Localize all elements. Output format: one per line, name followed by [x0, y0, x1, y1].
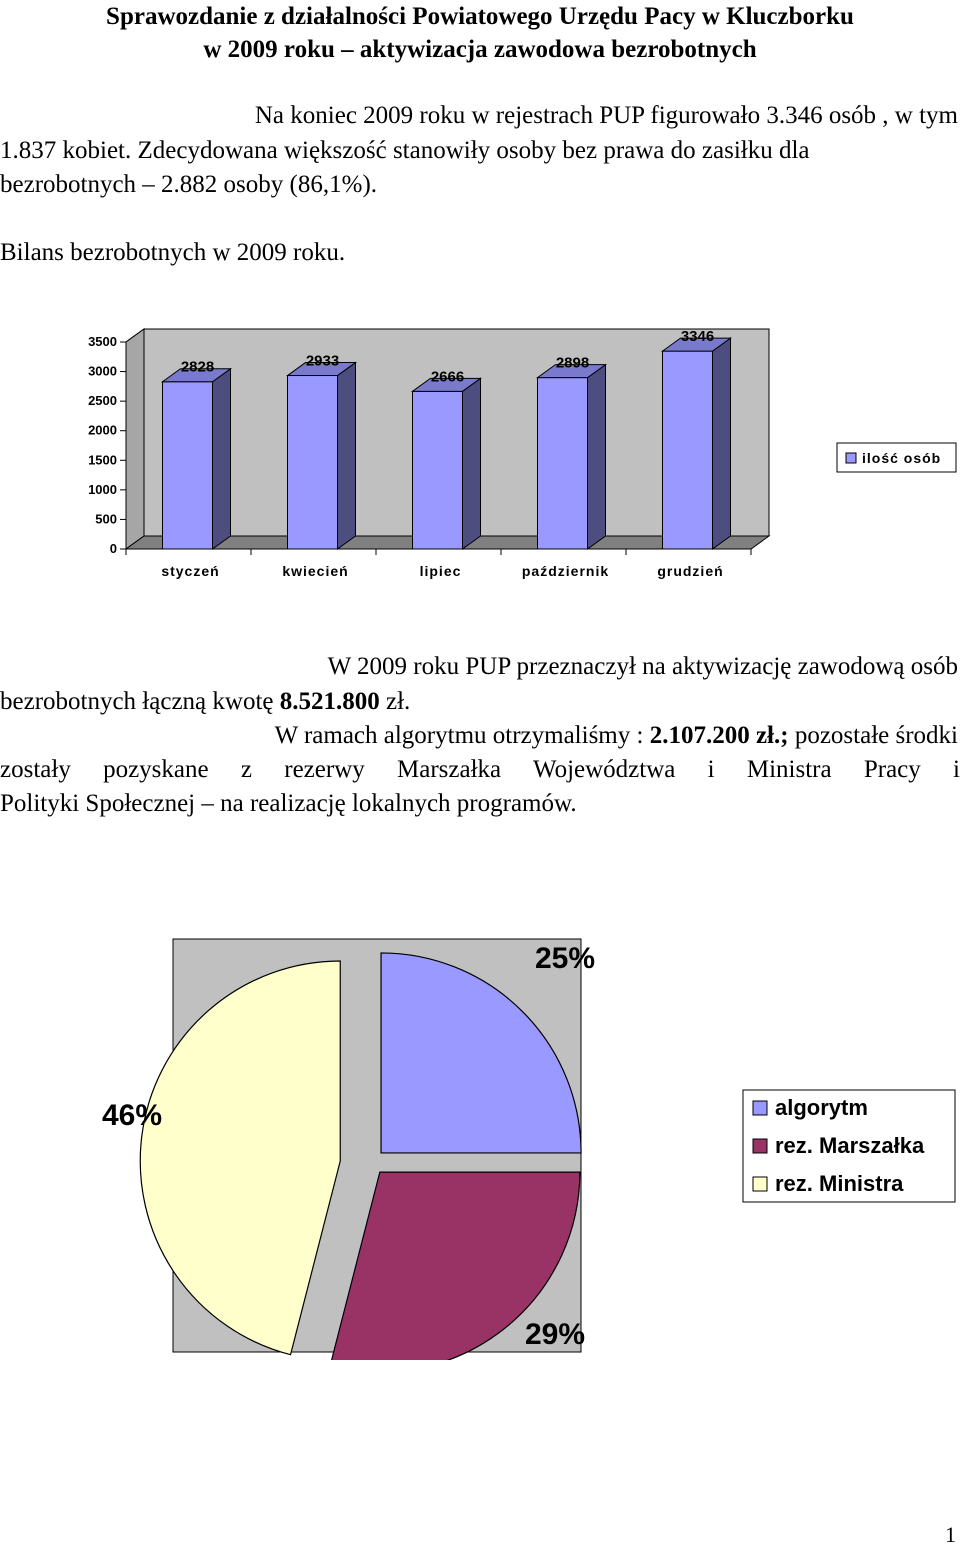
bar — [538, 378, 588, 549]
pie-value-label: 46% — [101, 1099, 163, 1132]
funding-pie-chart — [0, 930, 960, 1360]
pie-value-label: 29% — [524, 1318, 586, 1351]
total-amount: 8.521.800 — [279, 688, 380, 715]
y-tick-label: 1000 — [88, 481, 117, 497]
y-tick-label: 0 — [109, 541, 117, 556]
funding-line-5: Polityki Społecznej – na realizację lokalnych programów. — [0, 790, 577, 817]
bar-data-label: 2828 — [180, 358, 215, 376]
pie-legend-label: rez. Ministra — [775, 1171, 904, 1196]
bar-side — [463, 378, 481, 549]
y-tick-label: 3000 — [88, 363, 117, 379]
bar-side — [713, 338, 731, 549]
funding-line-4: zostały pozyskane z rezerwy Marszałka Województwa i Ministra Pracy i — [0, 756, 960, 783]
bar-legend — [837, 443, 956, 472]
x-category-label: październik — [521, 563, 610, 579]
bar-data-label: 2666 — [430, 368, 465, 386]
x-category-label: styczeń — [161, 563, 220, 579]
bar-side — [338, 363, 356, 549]
funding-line-3-text: W ramach algorytmu otrzymaliśmy : — [274, 722, 650, 749]
y-tick-label: 500 — [95, 511, 117, 527]
pie-legend-label: algorytm — [775, 1095, 868, 1120]
y-tick-label: 2000 — [88, 422, 117, 438]
report-title-line-1: Sprawozdanie z działalności Powiatowego Urzędu Pacy w Kluczborku — [106, 3, 854, 30]
funding-line-2 — [0, 685, 960, 719]
y-tick-label: 1500 — [88, 452, 117, 468]
bar-data-label: 3346 — [680, 328, 715, 346]
bar — [413, 391, 463, 549]
funding-line-3 — [0, 719, 960, 753]
intro-line-3: bezrobotnych – 2.882 osoby (86,1%). — [0, 171, 378, 198]
y-tick-label: 2500 — [88, 393, 117, 409]
intro-line-2: 1.837 kobiet. Zdecydowana większość stanowiły osoby bez prawa do zasiłku dla — [0, 137, 810, 164]
algorithm-amount: 2.107.200 zł.; — [649, 722, 789, 749]
bar — [163, 382, 213, 549]
intro-line-1: Na koniec 2009 roku w rejestrach PUP figurowało 3.346 osób , w tym — [254, 102, 958, 129]
unemployment-bar-chart — [0, 320, 960, 590]
bar-side — [213, 369, 231, 549]
bar-legend-label: ilość osób — [862, 450, 942, 466]
x-category-label: kwiecień — [282, 563, 349, 579]
chart-side-wall — [126, 329, 144, 549]
funding-line-2-text: bezrobotnych łączną kwotę — [0, 688, 280, 715]
x-category-label: grudzień — [657, 563, 724, 579]
currency: zł. — [379, 688, 411, 715]
bar — [663, 351, 713, 549]
page-number: 1 — [945, 1522, 956, 1547]
pie-legend-label: rez. Marszałka — [775, 1133, 925, 1158]
pie-legend — [743, 1090, 955, 1202]
bar-data-label: 2898 — [555, 354, 590, 372]
bar-legend-swatch — [846, 453, 856, 463]
y-tick-label: 3500 — [88, 334, 117, 349]
report-title-line-2: w 2009 roku – aktywizacja zawodowa bezrobotnych — [203, 36, 757, 63]
bar-data-label: 2933 — [305, 352, 340, 370]
report-title — [0, 0, 960, 66]
pie-value-label: 25% — [534, 942, 596, 975]
balance-heading: Bilans bezrobotnych w 2009 roku. — [0, 239, 346, 266]
x-category-label: lipiec — [419, 563, 462, 579]
bar — [288, 376, 338, 549]
funding-line-3-rest: pozostałe środki — [788, 722, 958, 749]
funding-line-1: W 2009 roku PUP przeznaczył na aktywizację zawodową osób — [327, 653, 958, 680]
pie-legend-swatch — [753, 1101, 767, 1115]
pie-legend-swatch — [753, 1177, 767, 1191]
pie-legend-swatch — [753, 1139, 767, 1153]
bar-side — [588, 365, 606, 549]
